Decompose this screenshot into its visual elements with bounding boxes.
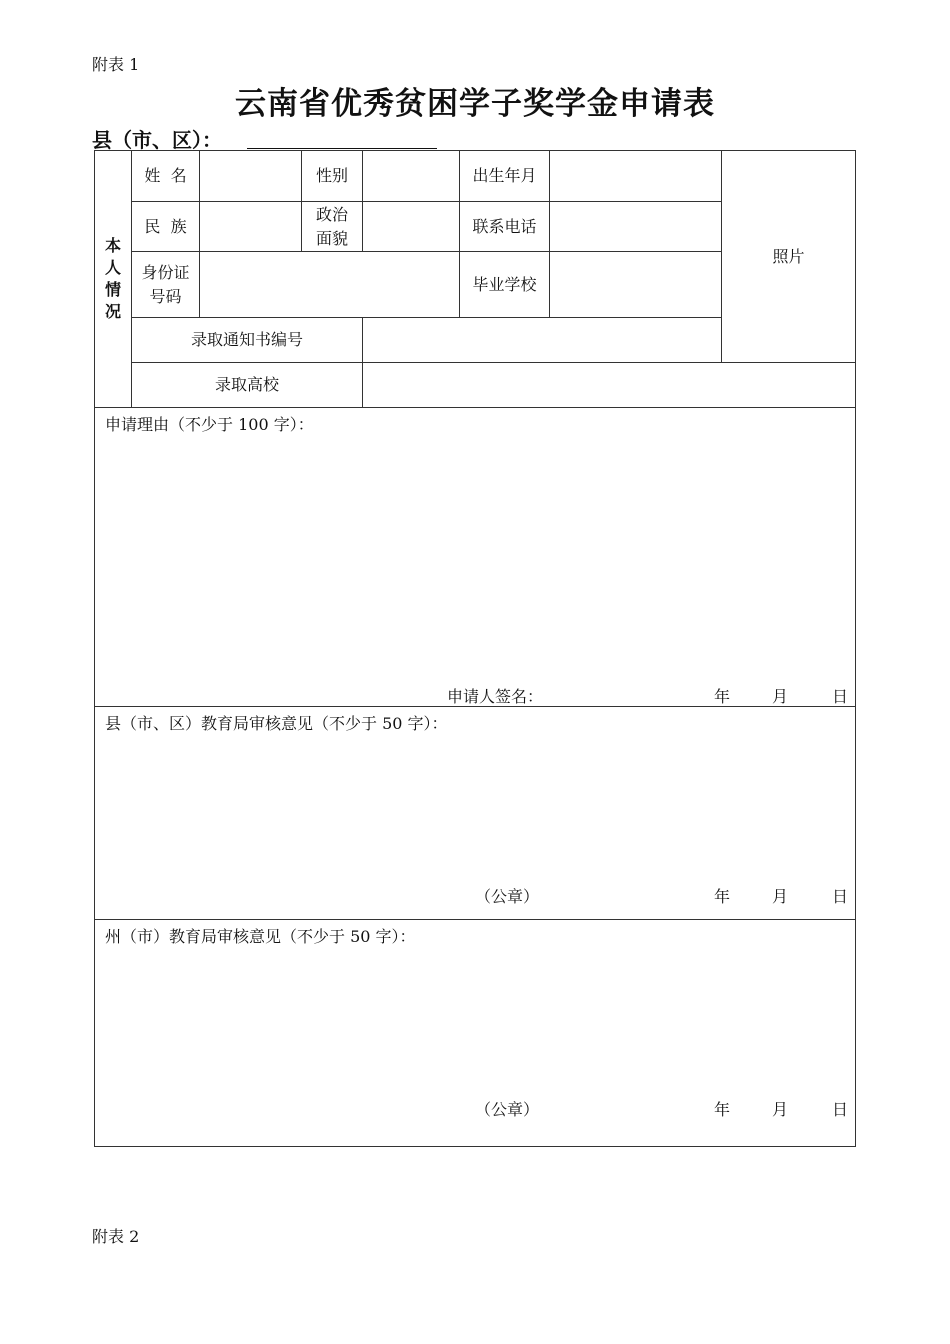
university-label: 录取高校	[131, 362, 363, 408]
county-year: 年	[714, 887, 731, 906]
reason-day: 日	[832, 687, 849, 706]
id-label	[131, 251, 200, 318]
phone-field[interactable]	[549, 201, 722, 252]
personal-section-label	[94, 150, 132, 408]
prefecture-seal-label: （公章）	[475, 1100, 540, 1119]
form-title: 云南省优秀贫困学子奖学金申请表	[235, 86, 715, 122]
prefecture-year: 年	[714, 1100, 731, 1119]
signature-label: 申请人签名：	[447, 687, 544, 706]
political-label	[301, 201, 363, 252]
county-month: 月	[772, 887, 789, 906]
name-label: 姓 名	[131, 150, 200, 202]
prefecture-review-heading: 州（市）教育局审核意见（不少于 50 字）：	[105, 927, 416, 946]
school-label: 毕业学校	[459, 251, 550, 318]
annex-label-top: 附表 1	[92, 55, 140, 74]
name-field[interactable]	[199, 150, 302, 202]
political-field[interactable]	[362, 201, 460, 252]
county-label: 县（市、区）：	[92, 128, 222, 152]
ethnicity-field[interactable]	[199, 201, 302, 252]
county-review-heading: 县（市、区）教育局审核意见（不少于 50 字）：	[105, 714, 448, 733]
school-field[interactable]	[549, 251, 722, 318]
gender-field[interactable]	[362, 150, 460, 202]
county-input-line[interactable]	[247, 148, 437, 149]
prefecture-review-section[interactable]	[94, 919, 856, 1147]
reason-heading: 申请理由（不少于 100 字）：	[105, 415, 314, 434]
section-char: 情	[104, 280, 121, 299]
ethnicity-label: 民 族	[131, 201, 200, 252]
photo-box[interactable]: 照片	[721, 150, 856, 363]
admission-no-label: 录取通知书编号	[131, 317, 363, 363]
phone-label: 联系电话	[459, 201, 550, 252]
id-field[interactable]	[199, 251, 460, 318]
section-char: 人	[104, 258, 121, 277]
id-label-line1: 身份证	[141, 262, 190, 282]
personal-info-table	[94, 150, 856, 408]
birth-label: 出生年月	[459, 150, 550, 202]
county-day: 日	[832, 887, 849, 906]
political-label-line2: 面貌	[315, 228, 348, 248]
section-char: 本	[104, 236, 121, 255]
political-label-line1: 政治	[315, 204, 348, 224]
university-field[interactable]	[362, 362, 856, 408]
county-seal-label: （公章）	[475, 887, 540, 906]
section-char: 况	[104, 302, 121, 321]
gender-label: 性别	[301, 150, 363, 202]
birth-field[interactable]	[549, 150, 722, 202]
prefecture-day: 日	[832, 1100, 849, 1119]
admission-no-field[interactable]	[362, 317, 722, 363]
county-review-section[interactable]	[94, 706, 856, 920]
reason-section[interactable]	[94, 407, 856, 707]
reason-month: 月	[772, 687, 789, 706]
id-label-line2: 号码	[149, 286, 182, 306]
reason-year: 年	[714, 687, 731, 706]
prefecture-month: 月	[772, 1100, 789, 1119]
annex-label-bottom: 附表 2	[92, 1227, 140, 1246]
